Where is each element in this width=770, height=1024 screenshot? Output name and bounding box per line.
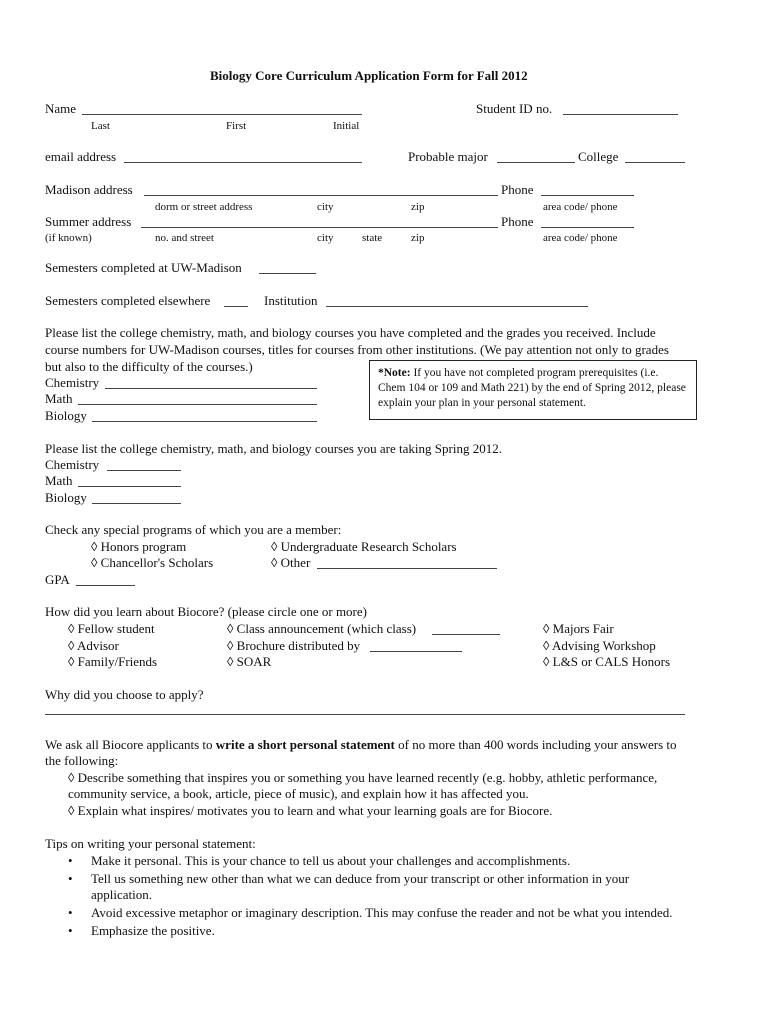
summer-address-label: Summer address <box>45 214 132 229</box>
courses-spring-intro: Please list the college chemistry, math, and biology courses you are taking Spring 2012. <box>45 441 502 456</box>
tip-2a: Tell us something new other than what we can deduce from your transcript or other information in your <box>91 871 630 886</box>
name-field[interactable] <box>82 103 362 115</box>
name-label: Name <box>45 101 77 116</box>
summer-zip-caption: zip <box>411 232 425 244</box>
summer-phone-label: Phone <box>501 214 534 229</box>
summer-address-field[interactable] <box>141 216 498 228</box>
spring-chemistry-label: Chemistry <box>45 457 100 472</box>
last-caption: Last <box>91 120 110 132</box>
tip-4: Emphasize the positive. <box>91 923 215 938</box>
summer-state-caption: state <box>362 232 383 244</box>
completed-chemistry-label: Chemistry <box>45 375 100 390</box>
first-caption: First <box>226 120 247 132</box>
madison-area-code-caption: area code/ phone <box>543 201 618 213</box>
tip-3: Avoid excessive metaphor or imaginary description. This may confuse the reader and not be what you intended. <box>91 905 673 920</box>
madison-address-field[interactable] <box>144 184 498 196</box>
honors-program-option[interactable]: ◊ Honors program <box>91 539 187 554</box>
soar-option[interactable]: ◊ SOAR <box>227 654 272 669</box>
class-announcement-field[interactable] <box>432 623 500 635</box>
courses-completed-intro-3: but also to the difficulty of the courses.) <box>45 359 253 374</box>
semesters-uw-label: Semesters completed at UW-Madison <box>45 260 242 275</box>
statement-intro-cont: the following: <box>45 753 119 768</box>
statement-intro <box>45 737 677 753</box>
completed-biology-label: Biology <box>45 408 87 423</box>
majors-fair-option[interactable]: ◊ Majors Fair <box>543 621 614 636</box>
spring-chemistry-field[interactable] <box>107 459 181 471</box>
completed-math-field[interactable] <box>78 393 317 405</box>
spring-math-field[interactable] <box>78 475 181 487</box>
tip-3-bullet: • <box>68 905 73 920</box>
courses-completed-intro-2: course numbers for UW-Madison courses, titles for courses from other institutions. (We pay attention not only to grades <box>45 342 669 357</box>
tip-2b: application. <box>91 887 153 902</box>
spring-biology-field[interactable] <box>92 492 181 504</box>
summer-phone-field[interactable] <box>541 216 634 228</box>
courses-completed-intro-1: Please list the college chemistry, math, and biology courses you have completed and the grades you received. Include <box>45 325 656 340</box>
probable-major-field[interactable] <box>497 151 575 163</box>
other-program-field[interactable] <box>317 557 497 569</box>
completed-math-label: Math <box>45 391 73 406</box>
other-program-option[interactable]: ◊ Other <box>271 555 311 570</box>
tip-1: Make it personal. This is your chance to tell us about your challenges and accomplishments. <box>91 853 571 868</box>
prerequisite-note-box <box>369 360 697 420</box>
madison-phone-field[interactable] <box>541 184 634 196</box>
tip-1-bullet: • <box>68 853 73 868</box>
statement-item-2: ◊ Explain what inspires/ motivates you to learn and what your learning goals are for Biocore. <box>68 803 553 818</box>
summer-area-code-caption: area code/ phone <box>543 232 618 244</box>
fellow-student-option[interactable]: ◊ Fellow student <box>68 621 155 636</box>
completed-chemistry-field[interactable] <box>105 377 317 389</box>
tip-4-bullet: • <box>68 923 73 938</box>
gpa-label: GPA <box>45 572 70 587</box>
madison-phone-label: Phone <box>501 182 534 197</box>
tip-2-bullet: • <box>68 871 73 886</box>
advisor-option[interactable]: ◊ Advisor <box>68 638 119 653</box>
dorm-street-caption: dorm or street address <box>155 201 253 213</box>
why-apply-field[interactable] <box>45 703 685 715</box>
form-title: Biology Core Curriculum Application Form for Fall 2012 <box>210 68 528 83</box>
no-street-caption: no. and street <box>155 232 214 244</box>
brochure-field[interactable] <box>370 640 462 652</box>
statement-post-1: of no more than 400 words including your answers to <box>394 737 677 752</box>
madison-zip-caption: zip <box>411 201 425 213</box>
spring-math-label: Math <box>45 473 73 488</box>
why-apply-label: Why did you choose to apply? <box>45 687 204 702</box>
completed-biology-field[interactable] <box>92 410 317 422</box>
college-field[interactable] <box>625 151 685 163</box>
probable-major-label: Probable major <box>408 149 488 164</box>
initial-caption: Initial <box>333 120 360 132</box>
family-friends-option[interactable]: ◊ Family/Friends <box>68 654 158 669</box>
statement-item-1b: community service, a book, article, piece of music), and explain how it has affected you. <box>68 786 529 801</box>
student-id-label: Student ID no. <box>476 101 553 116</box>
learn-intro: How did you learn about Biocore? (please circle one or more) <box>45 604 367 619</box>
chancellors-scholars-option[interactable]: ◊ Chancellor's Scholars <box>91 555 214 570</box>
brochure-option[interactable]: ◊ Brochure distributed by <box>227 638 361 653</box>
statement-pre: We ask all Biocore applicants to <box>45 737 216 752</box>
madison-address-label: Madison address <box>45 182 133 197</box>
semesters-elsewhere-field[interactable] <box>224 295 248 307</box>
advising-workshop-option[interactable]: ◊ Advising Workshop <box>543 638 656 653</box>
semesters-uw-field[interactable] <box>259 262 316 274</box>
institution-field[interactable] <box>326 295 588 307</box>
note-text: If you have not completed program prerequisites (i.e. Chem 104 or 109 and Math 221) by the end of Spring 2012, please explain your plan in your personal statement. <box>378 367 686 409</box>
tips-intro: Tips on writing your personal statement: <box>45 836 256 851</box>
madison-city-caption: city <box>317 201 334 213</box>
if-known-caption: (if known) <box>45 232 92 244</box>
class-announcement-option[interactable]: ◊ Class announcement (which class) <box>227 621 417 636</box>
statement-bold: write a short personal statement <box>215 737 395 752</box>
ls-cals-honors-option[interactable]: ◊ L&S or CALS Honors <box>543 654 671 669</box>
student-id-field[interactable] <box>563 103 678 115</box>
summer-city-caption: city <box>317 232 334 244</box>
programs-intro: Check any special programs of which you are a member: <box>45 522 342 537</box>
college-label: College <box>578 149 619 164</box>
institution-label: Institution <box>264 293 318 308</box>
email-label: email address <box>45 149 117 164</box>
note-label: *Note: <box>378 367 411 379</box>
urs-option[interactable]: ◊ Undergraduate Research Scholars <box>271 539 457 554</box>
semesters-elsewhere-label: Semesters completed elsewhere <box>45 293 211 308</box>
statement-item-1a: ◊ Describe something that inspires you or something you have learned recently (e.g. hobby, athletic performance, <box>68 770 658 785</box>
gpa-field[interactable] <box>76 574 135 586</box>
email-field[interactable] <box>124 151 362 163</box>
spring-biology-label: Biology <box>45 490 87 505</box>
